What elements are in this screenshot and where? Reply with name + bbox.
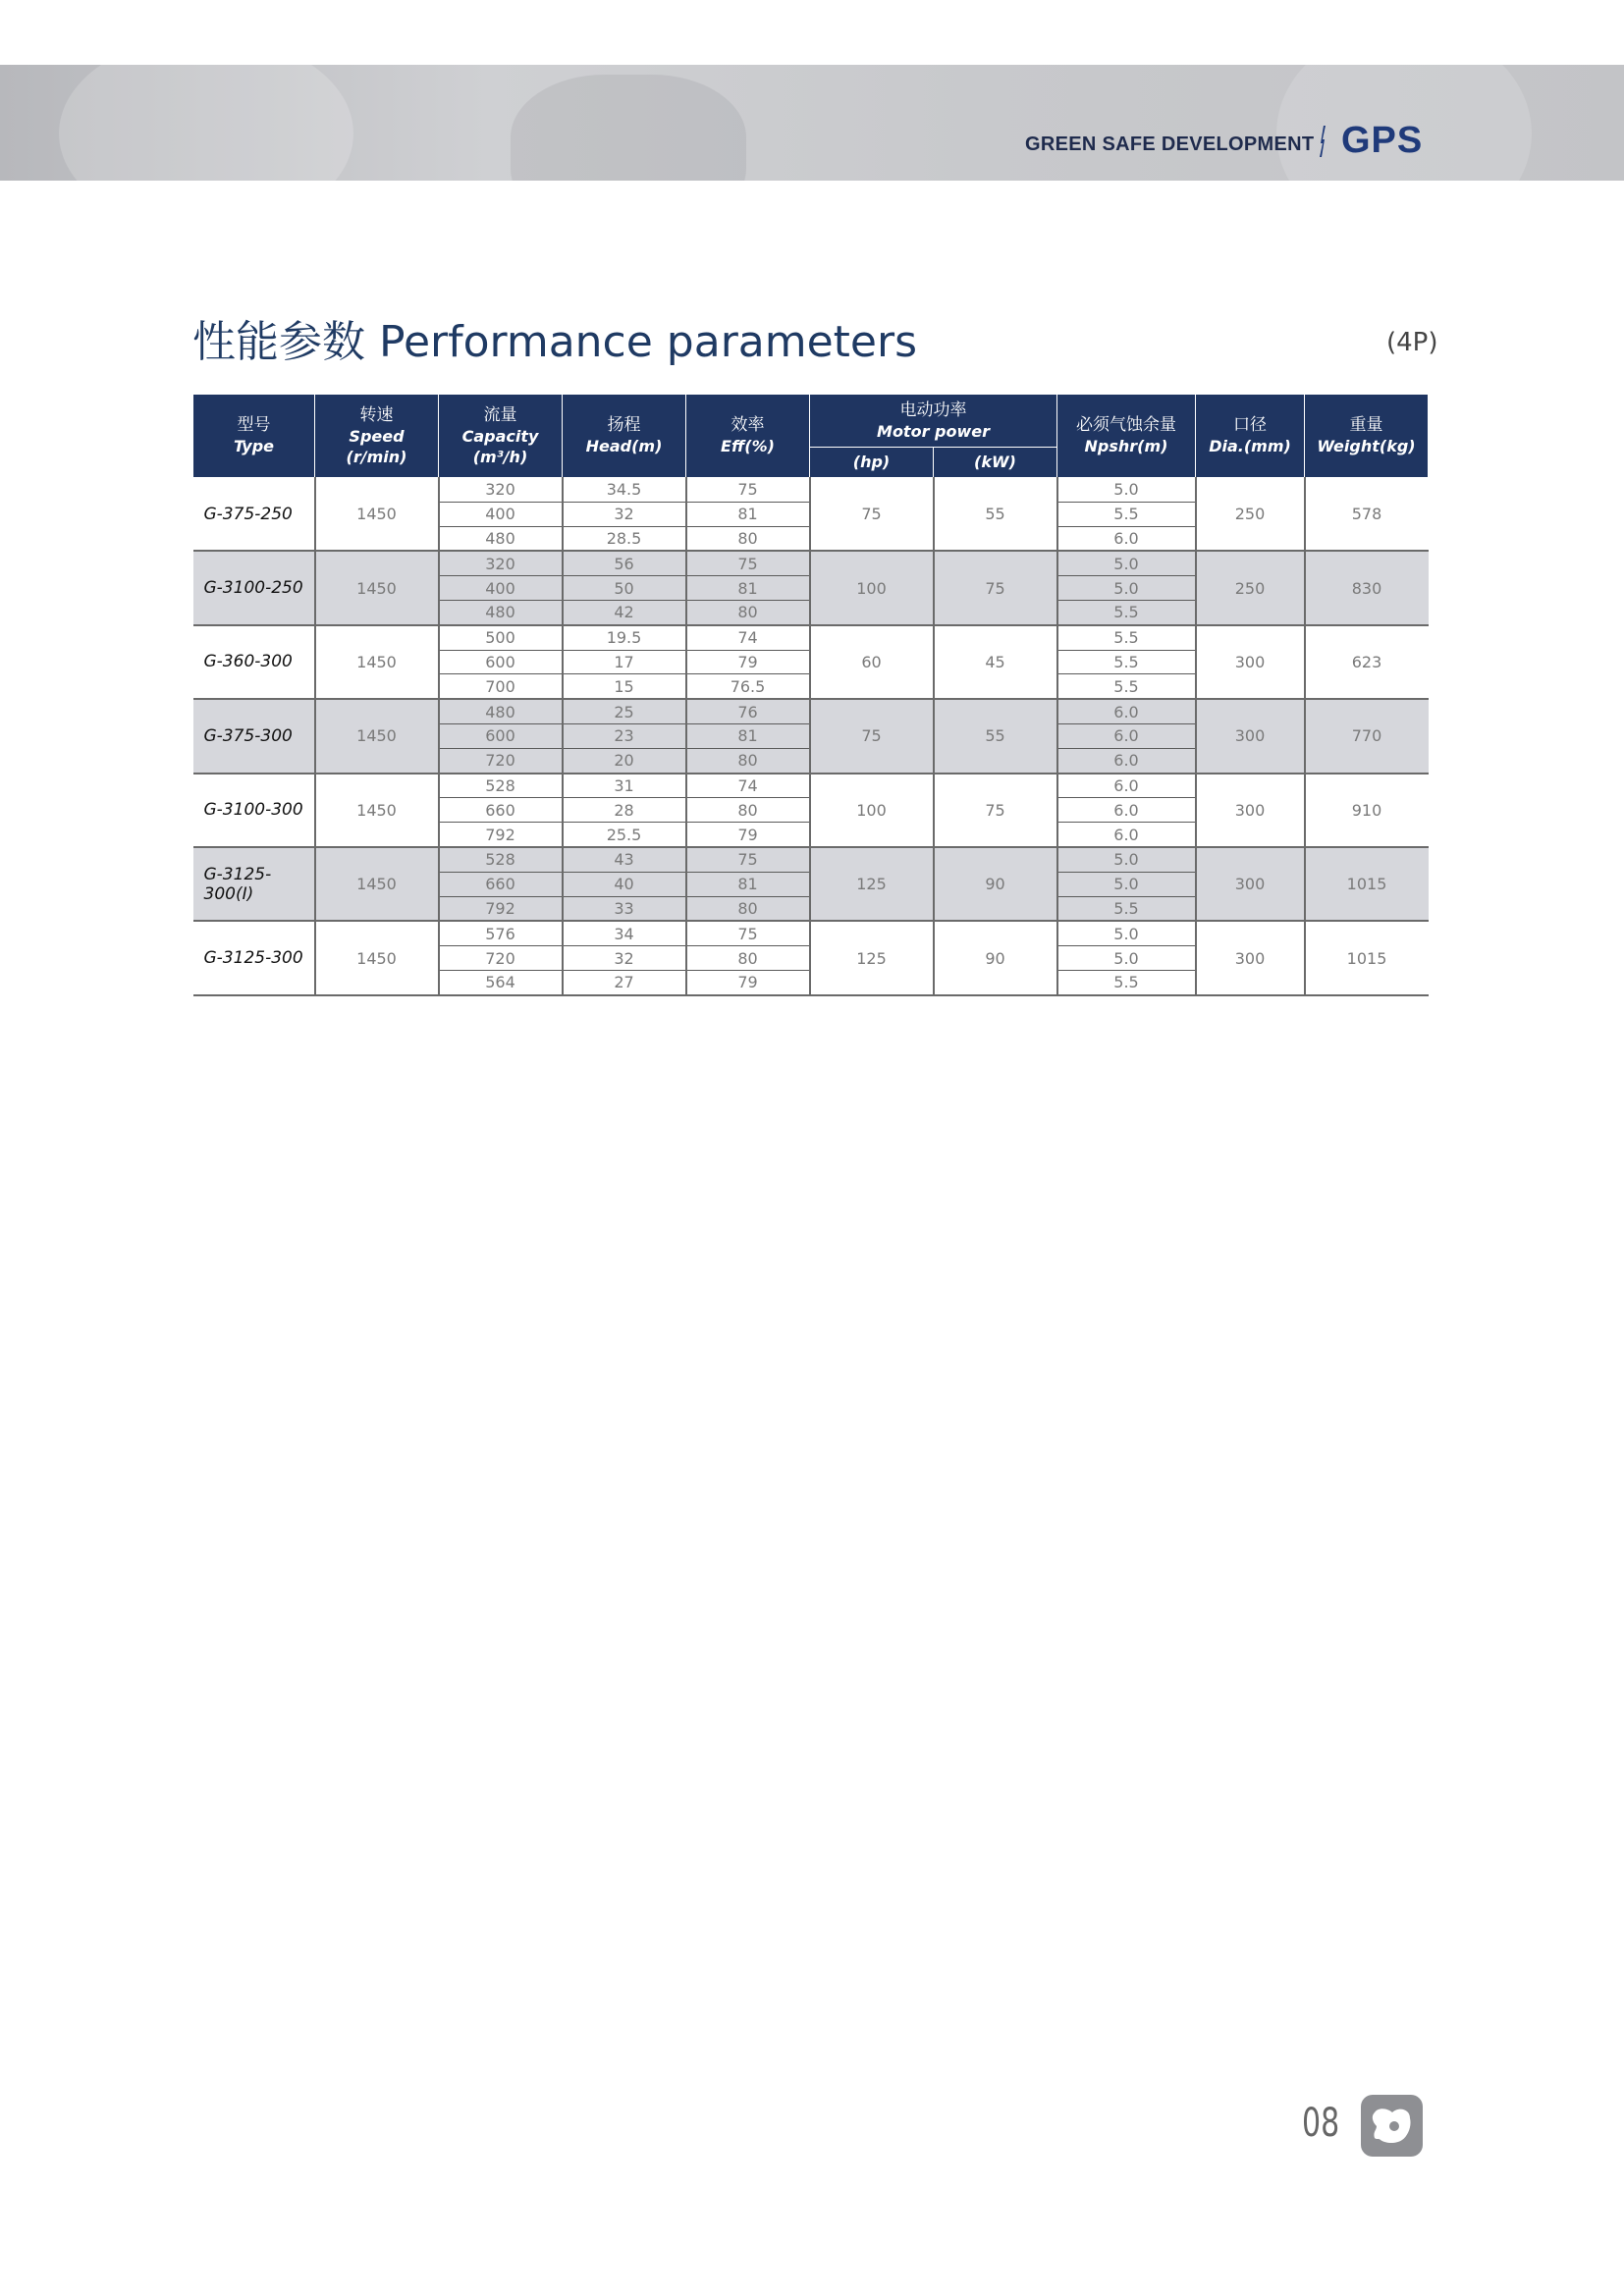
head-cell: 40 — [563, 872, 686, 896]
eff-cell: 80 — [686, 600, 810, 624]
model-type: G-3100-250 — [193, 551, 315, 624]
eff-cell: 81 — [686, 576, 810, 601]
weight-cell: 1015 — [1305, 847, 1429, 921]
npsh-cell: 5.0 — [1057, 576, 1196, 601]
model-group — [193, 847, 1429, 921]
capacity-cell: 564 — [439, 970, 563, 994]
capacity-cell: 320 — [439, 551, 563, 575]
hp-cell: 100 — [810, 774, 934, 847]
model-type: G-375-250 — [193, 478, 315, 552]
header-weight: 重量 Weight(kg) — [1305, 395, 1429, 478]
capacity-cell: 400 — [439, 502, 563, 526]
hp-cell: 125 — [810, 921, 934, 994]
head-cell: 31 — [563, 774, 686, 798]
weight-cell: 830 — [1305, 551, 1429, 624]
eff-cell: 80 — [686, 526, 810, 551]
model-group — [193, 921, 1429, 994]
model-type: G-3125-300(I) — [193, 847, 315, 921]
weight-cell: 578 — [1305, 478, 1429, 552]
hp-cell: 125 — [810, 847, 934, 921]
dia-cell: 300 — [1196, 625, 1305, 699]
speed-cell: 1450 — [315, 551, 439, 624]
speed-cell: 1450 — [315, 625, 439, 699]
hp-cell: 60 — [810, 625, 934, 699]
capacity-cell: 600 — [439, 723, 563, 748]
page-number: 08 — [1302, 2101, 1340, 2146]
head-cell: 34 — [563, 921, 686, 945]
eff-cell: 75 — [686, 478, 810, 503]
capacity-cell: 528 — [439, 847, 563, 872]
head-cell: 33 — [563, 896, 686, 921]
capacity-cell: 720 — [439, 748, 563, 773]
banner-decoration — [511, 75, 746, 181]
brand-slash-icon — [1320, 126, 1326, 157]
dia-cell: 300 — [1196, 921, 1305, 994]
model-group — [193, 774, 1429, 847]
speed-cell: 1450 — [315, 478, 439, 552]
model-type: G-360-300 — [193, 625, 315, 699]
head-cell: 34.5 — [563, 478, 686, 503]
header-motor-power: 电动功率 Motor power — [810, 395, 1057, 448]
capacity-cell: 720 — [439, 946, 563, 971]
capacity-cell: 792 — [439, 896, 563, 921]
npsh-cell: 6.0 — [1057, 798, 1196, 823]
eff-cell: 79 — [686, 970, 810, 994]
npsh-cell: 5.5 — [1057, 970, 1196, 994]
table-row — [193, 921, 1429, 945]
eff-cell: 80 — [686, 798, 810, 823]
head-cell: 25 — [563, 699, 686, 723]
model-type: G-3125-300 — [193, 921, 315, 994]
eff-cell: 76.5 — [686, 674, 810, 699]
npsh-cell: 6.0 — [1057, 774, 1196, 798]
eff-cell: 75 — [686, 921, 810, 945]
table-row — [193, 551, 1429, 575]
eff-cell: 81 — [686, 502, 810, 526]
npsh-cell: 6.0 — [1057, 823, 1196, 847]
capacity-cell: 320 — [439, 478, 563, 503]
head-cell: 20 — [563, 748, 686, 773]
eff-cell: 79 — [686, 650, 810, 674]
capacity-cell: 700 — [439, 674, 563, 699]
eff-cell: 76 — [686, 699, 810, 723]
npsh-cell: 6.0 — [1057, 526, 1196, 551]
head-cell: 42 — [563, 600, 686, 624]
weight-cell: 770 — [1305, 699, 1429, 773]
speed-cell: 1450 — [315, 847, 439, 921]
header-hp: (hp) — [810, 448, 934, 478]
header-speed: 转速 Speed (r/min) — [315, 395, 439, 478]
npsh-cell: 5.0 — [1057, 946, 1196, 971]
head-cell: 56 — [563, 551, 686, 575]
table-row — [193, 699, 1429, 723]
speed-cell: 1450 — [315, 699, 439, 773]
eff-cell: 75 — [686, 847, 810, 872]
capacity-cell: 500 — [439, 625, 563, 650]
head-cell: 43 — [563, 847, 686, 872]
npsh-cell: 5.0 — [1057, 921, 1196, 945]
header-tagline: GREEN SAFE DEVELOPMENT — [1025, 133, 1315, 155]
npsh-cell: 5.5 — [1057, 674, 1196, 699]
dia-cell: 300 — [1196, 699, 1305, 773]
capacity-cell: 792 — [439, 823, 563, 847]
head-cell: 15 — [563, 674, 686, 699]
capacity-cell: 480 — [439, 600, 563, 624]
npsh-cell: 6.0 — [1057, 748, 1196, 773]
header-npsh: 必须气蚀余量 Npshr(m) — [1057, 395, 1196, 478]
dia-cell: 300 — [1196, 774, 1305, 847]
kw-cell: 90 — [934, 921, 1057, 994]
eff-cell: 80 — [686, 748, 810, 773]
kw-cell: 75 — [934, 774, 1057, 847]
npsh-cell: 5.0 — [1057, 551, 1196, 575]
model-group — [193, 699, 1429, 773]
model-group — [193, 551, 1429, 624]
model-group — [193, 478, 1429, 552]
pump-icon — [1361, 2095, 1423, 2157]
npsh-cell: 5.5 — [1057, 625, 1196, 650]
variant-label: (4P) — [1386, 328, 1438, 357]
hp-cell: 100 — [810, 551, 934, 624]
header-type: 型号 Type — [193, 395, 315, 478]
header-head: 扬程 Head(m) — [563, 395, 686, 478]
dia-cell: 300 — [1196, 847, 1305, 921]
capacity-cell: 600 — [439, 650, 563, 674]
table-row — [193, 847, 1429, 872]
hp-cell: 75 — [810, 699, 934, 773]
eff-cell: 81 — [686, 872, 810, 896]
kw-cell: 45 — [934, 625, 1057, 699]
capacity-cell: 576 — [439, 921, 563, 945]
npsh-cell: 5.5 — [1057, 650, 1196, 674]
table-row — [193, 625, 1429, 650]
dia-cell: 250 — [1196, 478, 1305, 552]
header-banner — [0, 65, 1624, 181]
banner-decoration — [59, 65, 353, 181]
dia-cell: 250 — [1196, 551, 1305, 624]
header-dia: 口径 Dia.(mm) — [1196, 395, 1305, 478]
model-type: G-375-300 — [193, 699, 315, 773]
head-cell: 19.5 — [563, 625, 686, 650]
npsh-cell: 5.0 — [1057, 847, 1196, 872]
capacity-cell: 480 — [439, 699, 563, 723]
kw-cell: 55 — [934, 478, 1057, 552]
head-cell: 17 — [563, 650, 686, 674]
kw-cell: 55 — [934, 699, 1057, 773]
head-cell: 32 — [563, 502, 686, 526]
eff-cell: 80 — [686, 946, 810, 971]
npsh-cell: 5.5 — [1057, 896, 1196, 921]
kw-cell: 90 — [934, 847, 1057, 921]
speed-cell: 1450 — [315, 774, 439, 847]
npsh-cell: 5.5 — [1057, 600, 1196, 624]
weight-cell: 623 — [1305, 625, 1429, 699]
page-title: 性能参数 Performance parameters — [192, 317, 918, 367]
capacity-cell: 400 — [439, 576, 563, 601]
npsh-cell: 6.0 — [1057, 723, 1196, 748]
eff-cell: 75 — [686, 551, 810, 575]
head-cell: 23 — [563, 723, 686, 748]
npsh-cell: 5.0 — [1057, 478, 1196, 503]
eff-cell: 79 — [686, 823, 810, 847]
model-group — [193, 625, 1429, 699]
head-cell: 28.5 — [563, 526, 686, 551]
header-kw: (kW) — [934, 448, 1057, 478]
capacity-cell: 660 — [439, 872, 563, 896]
kw-cell: 75 — [934, 551, 1057, 624]
head-cell: 25.5 — [563, 823, 686, 847]
npsh-cell: 5.5 — [1057, 502, 1196, 526]
head-cell: 27 — [563, 970, 686, 994]
hp-cell: 75 — [810, 478, 934, 552]
header-eff: 效率 Eff(%) — [686, 395, 810, 478]
capacity-cell: 528 — [439, 774, 563, 798]
capacity-cell: 480 — [439, 526, 563, 551]
npsh-cell: 5.0 — [1057, 872, 1196, 896]
head-cell: 32 — [563, 946, 686, 971]
capacity-cell: 660 — [439, 798, 563, 823]
eff-cell: 81 — [686, 723, 810, 748]
table-row — [193, 774, 1429, 798]
table-row — [193, 478, 1429, 503]
head-cell: 50 — [563, 576, 686, 601]
npsh-cell: 6.0 — [1057, 699, 1196, 723]
brand-logo: GPS — [1341, 120, 1424, 161]
eff-cell: 80 — [686, 896, 810, 921]
eff-cell: 74 — [686, 625, 810, 650]
model-type: G-3100-300 — [193, 774, 315, 847]
weight-cell: 910 — [1305, 774, 1429, 847]
performance-table — [192, 394, 1429, 996]
head-cell: 28 — [563, 798, 686, 823]
weight-cell: 1015 — [1305, 921, 1429, 994]
header-capacity: 流量 Capacity (m³/h) — [439, 395, 563, 478]
eff-cell: 74 — [686, 774, 810, 798]
speed-cell: 1450 — [315, 921, 439, 994]
